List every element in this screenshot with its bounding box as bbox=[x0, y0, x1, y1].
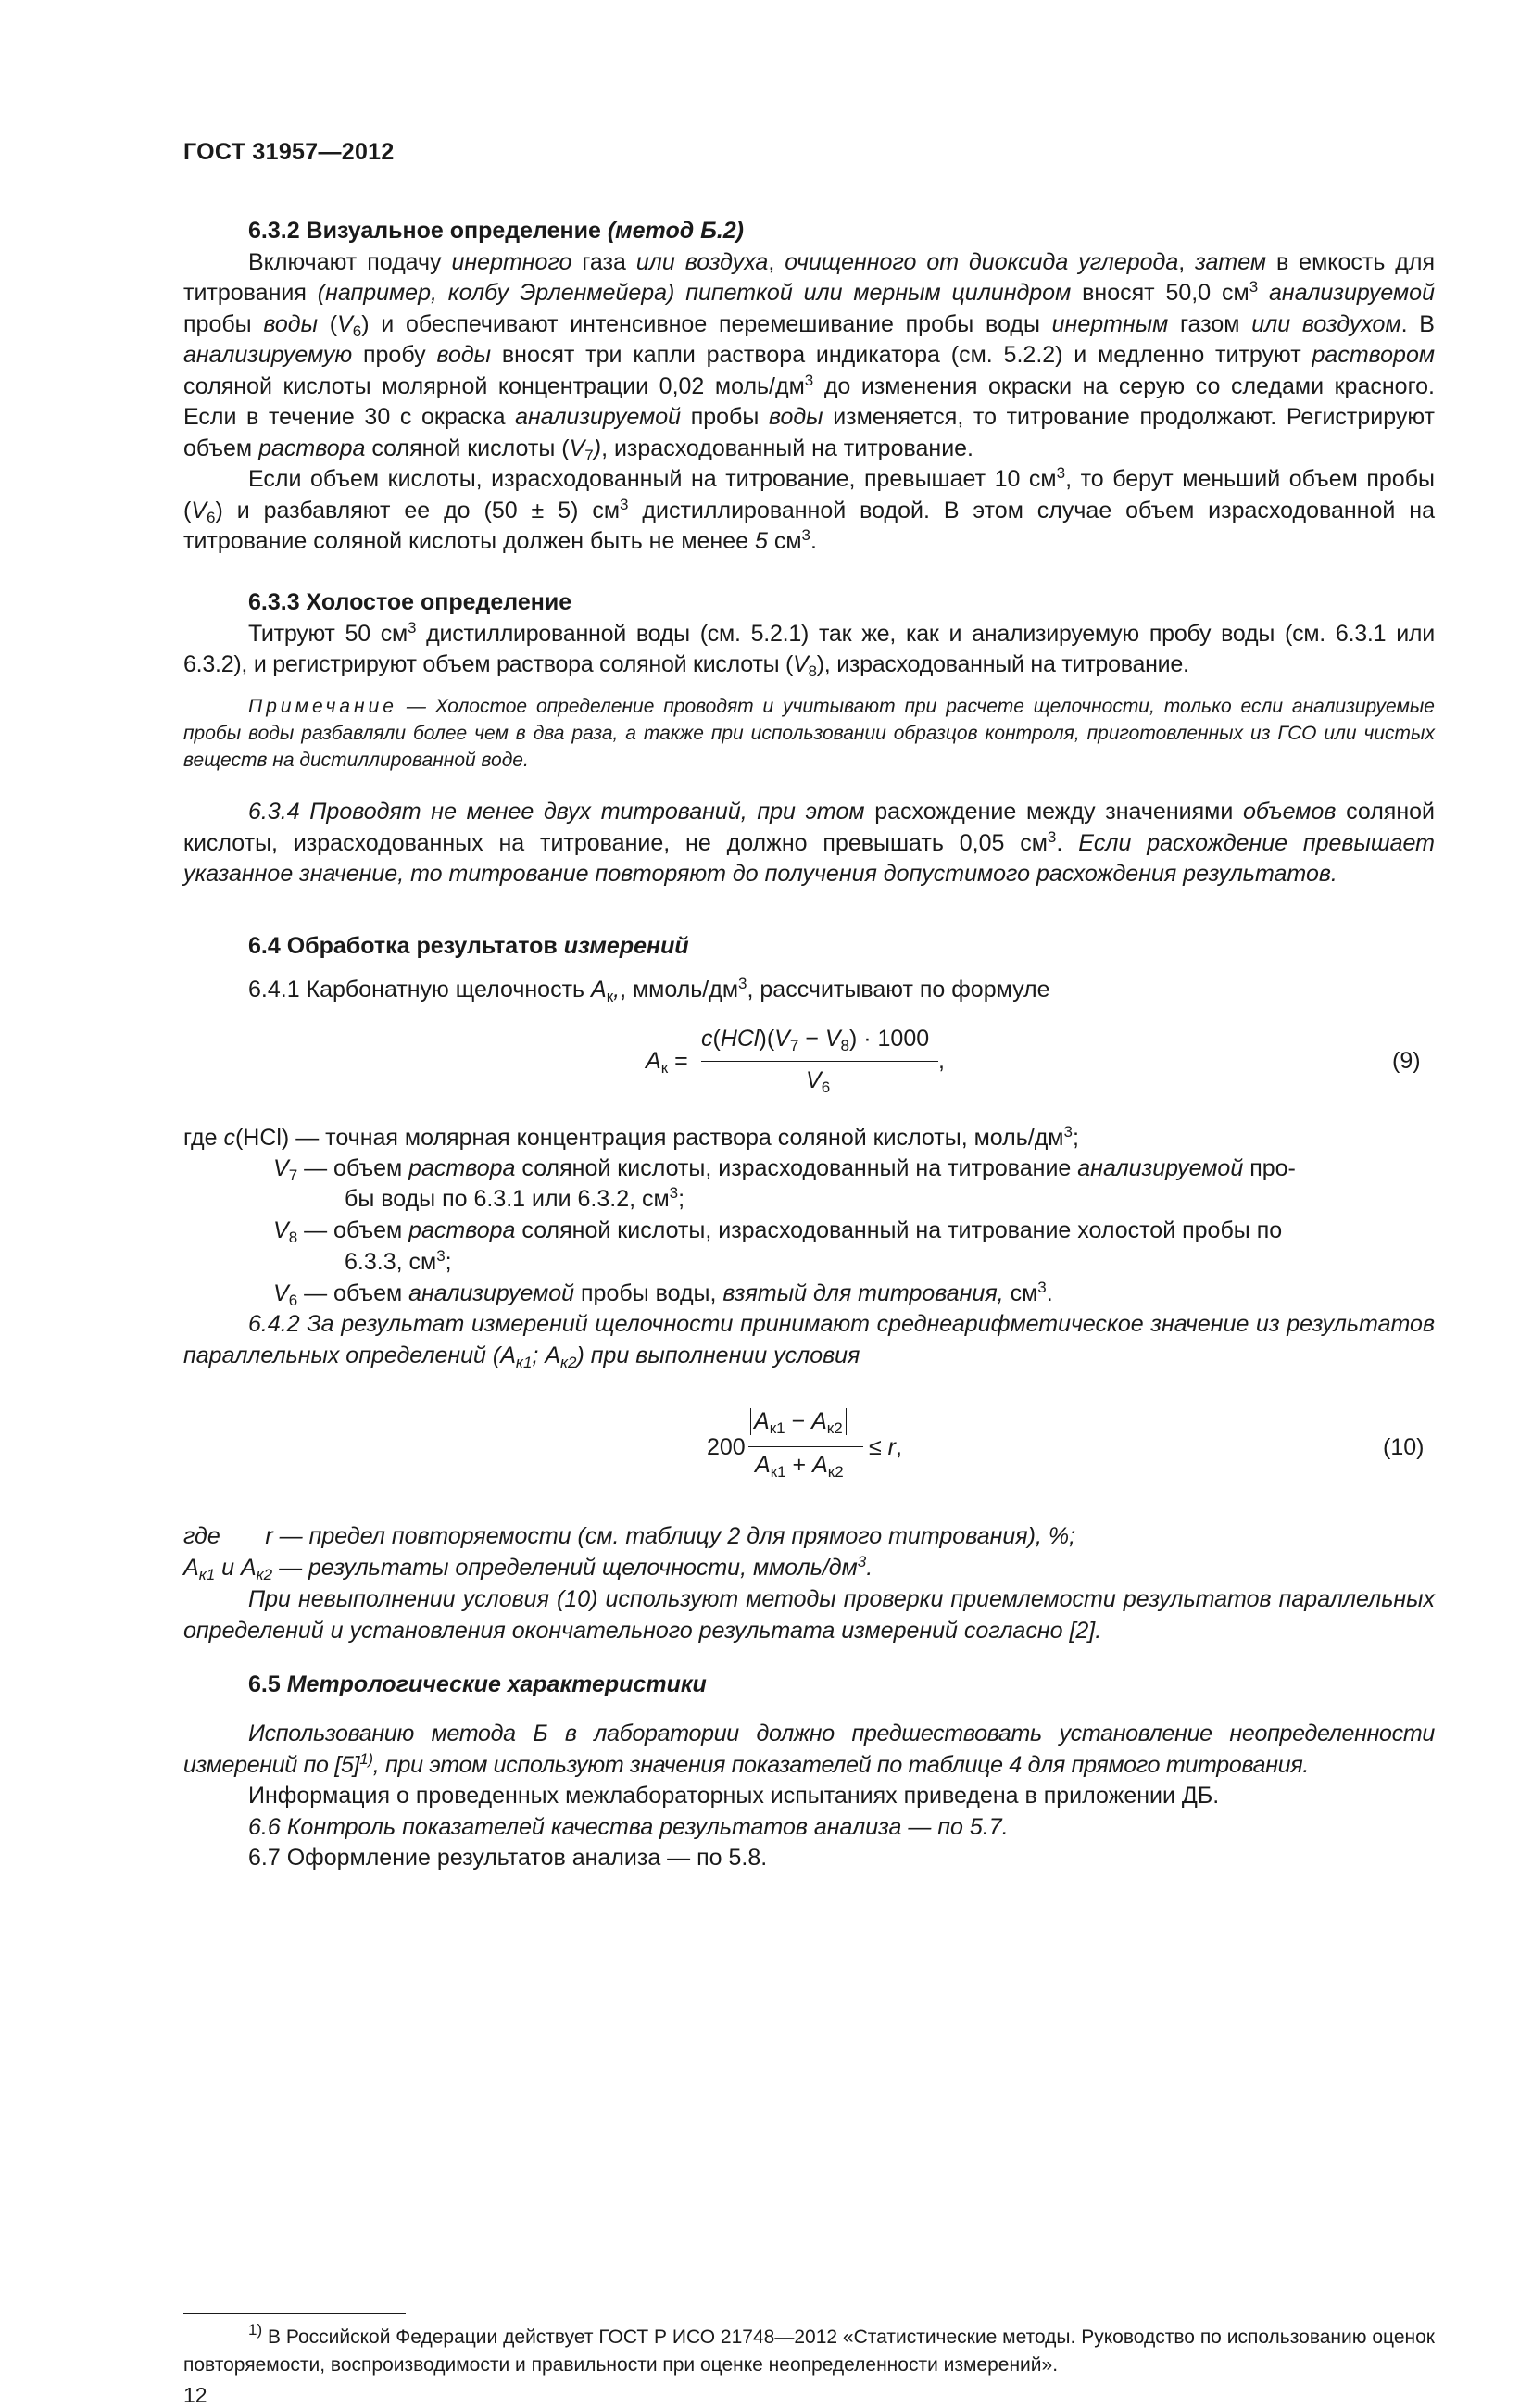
section-6-3-2-dilution: Если объем кислоты, израсходованный на титрование, превышает 10 $см^3$, то берут меньший объем пробы $(V_6)$ и разбавляют ее до (50 ± 5) $см^3$ дистиллированной водой. В этом случае объем израсходованной на титрование соляной кислоты должен быть не менее 5 $см^3$. bbox=[183, 464, 1435, 554]
section-6-5-p1: Использованию метода Б в лаборатории должно предшествовать установление неопределенности измерений по $[5]^{1)}$, при этом используют значения показателей по таблице 4 для прямого титрования. bbox=[183, 1721, 1435, 1778]
footnote-mark: 1) bbox=[248, 2321, 263, 2339]
section-6-5 bbox=[183, 1719, 1435, 1874]
note-label: Примечание bbox=[248, 696, 397, 717]
page-number: 12 bbox=[183, 2383, 207, 2407]
where-v8: $V_8$ — объем раствора соляной кислоты, израсходованный на титрование холостой пробы по bbox=[273, 1217, 1283, 1246]
section-6-4-title: 6.4 Обработка результатов измерений bbox=[248, 933, 689, 959]
section-6-3-3-title: 6.3.3 Холостое определение bbox=[248, 589, 572, 615]
where-v7: $V_7$ — объем раствора соляной кислоты, израсходованный на титрование анализируемой про- bbox=[273, 1155, 1296, 1184]
note-text: Примечание — Холостое определение проводят и учитывают при расчете щелочности, только если анализируемые пробы воды разбавляли более чем в два раза, а также при использовании образцов контроля, приготовленных из ГСО или чистых веществ на дистиллированной воде. bbox=[183, 696, 1435, 771]
section-6-7: 6.7 Оформление результатов анализа — по 5.8. bbox=[248, 1845, 768, 1871]
section-6-6: 6.6 Контроль показателей качества результатов анализа — по 5.7. bbox=[248, 1813, 1009, 1840]
section-6-3-2-paragraph: Включают подачу инертного газа или воздуха, очищенного от диоксида углерода, затем в емкость для титрования (например, колбу Эрленмейера) пипеткой или мерным цилиндром вносят 50,0 $см^3$ анализируемой пробы воды $(V_6)$ и обеспечивают интенсивное перемешивание пробы воды инертным газом или воздухом. В анализируемую пробу воды вносят три капли раствора индикатора (см. 5.2.2) и медленно титруют раствором соляной кислоты молярной концентрации 0,02 моль/$дм^3$ до изменения окраски на серую со следами красного. Если в течение 30 с окраска анализируемой пробы воды изменяется, то титрование продолжают. Регистрируют объем раствора соляной кислоты $(V_7)$, израсходованный на титрование. bbox=[183, 248, 1435, 464]
section-6-3-3-paragraph: Титруют 50 $см^3$ дистиллированной воды (см. 5.2.1) так же, как и анализируемую пробу воды (см. 6.3.1 или 6.3.2), и регистрируют объем раствора соляной кислоты $(V_8)$, израсходованный на титрование. bbox=[183, 618, 1435, 680]
section-6-3-2 bbox=[183, 216, 1435, 558]
section-6-5-p2: Информация о проведенных межлабораторных испытаниях приведена в приложении ДБ. bbox=[248, 1783, 1220, 1809]
where-v8-cont: 6.3.3, $см^3$; bbox=[345, 1247, 452, 1275]
section-6-3-2-title: 6.3.2 Визуальное определение (метод Б.2) bbox=[248, 218, 744, 244]
note-block bbox=[183, 693, 1435, 774]
section-6-3-4 bbox=[183, 797, 1435, 890]
section-6-3-4-paragraph: 6.3.4 Проводят не менее двух титрований, при этом расхождение между значениями объемов соляной кислоты, израсходованных на титрование, не должно превышать 0,05 $см^3$. Если расхождение превышает указанное значение, то титрование повторяют до получения допустимого расхождения результатов. bbox=[183, 799, 1436, 887]
equation-number-10: (10) bbox=[1383, 1434, 1425, 1460]
section-6-4-2-fail: При невыполнении условия (10) используют методы проверки приемлемости результатов параллельных определений и установления окончательного результата измерений согласно [2]. bbox=[183, 1586, 1435, 1644]
footnote-rule bbox=[183, 2313, 406, 2314]
section-6-4-2: 6.4.2 За результат измерений щелочности принимают среднеарифметическое значение из результатов параллельных определений ($A_{к1}$; $A_{к2}$) при выполнении условия bbox=[183, 1311, 1435, 1371]
where-v7-cont: бы воды по 6.3.1 или 6.3.2, $см^3$; bbox=[345, 1184, 685, 1212]
where-v6: $V_6$ — объем анализируемой пробы воды, взятый для титрования, $см^3$. bbox=[273, 1279, 1053, 1309]
section-6-5-title: 6.5 Метрологические характеристики bbox=[248, 1671, 707, 1697]
section-6-3-3 bbox=[183, 587, 1435, 681]
footnote: $^{1)}$ В Российской Федерации действует ГОСТ Р ИСО 21748—2012 «Статистические методы. Руководство по использованию оценок повторяемости, воспроизводимости и правильности при оценке неопределенности измерений». bbox=[183, 2321, 1435, 2376]
document-header: ГОСТ 31957—2012 bbox=[183, 139, 395, 165]
equation-number-9: (9) bbox=[1392, 1048, 1421, 1074]
where-r: где r — предел повторяемости (см. таблицу 2 для прямого титрования), %; bbox=[183, 1523, 1076, 1549]
where-ak: $A_{к1}$ и $A_{к2}$ — результаты определений щелочности, ммоль/$дм^3$. bbox=[183, 1553, 873, 1583]
where-chcl: где c(HCl) — точная молярная концентрация раствора соляной кислоты, моль/$дм^3$; bbox=[183, 1123, 1079, 1151]
document-page: ГОСТ 31957—2012 6.3.2 Визуальное определение (метод Б.2) Включают подачу инертного газа или воздуха, очищенного от диоксида углерода, затем в емкость для титрования (например, колбу Эрленмейера) пипеткой или мерным цилиндром вносят 50,0 $см^3$ анализируемой пробы воды $(V_6)$ и обеспечивают интенсивное перемешивание пробы воды инертным газом или воздухом. В анализируемую пробу воды вносят три капли раствора индикатора (см. 5.2.2) и медленно титруют раствором соляной кислоты молярной концентрации 0,02 моль/$дм^3$ до изменения окраски на серую со следами красного. Если в течение 30 с окраска анализируемой пробы воды изменяется, то титрование продолжают. Регистрируют объем раствора соляной кислоты $(V_7)$, израсходованный на титрование. Если объем кислоты, израсходованный на титрование, превышает 10 $см^3$, то берут меньший объем пробы $(V_6)$ и разбавляют ее до (50 ± 5) $см^3$ дистиллированной водой. В этом случае объем израсходованной на титрование соляной кислоты должен быть не менее 5 $см^3$. 6.3.3 Холостое определение Титруют 50 $см^3$ дистиллированной воды (см. 5.2.1) так же, как и анализируемую пробу воды (см. 6.3.1 или 6.3.2), и регистрируют объем раствора соляной кислоты $(V_8)$, израсходованный на титрование. Примечание — Холостое определение проводят и учитывают при расчете щелочности, только если анализируемые пробы воды разбавляли более чем в два раза, а также при использовании образцов контроля, приготовленных из ГСО или чистых веществ на дистиллированной воде. 6.3.4 Проводят не менее двух титрований, при этом расхождение между значениями объемов соляной кислоты, израсходованных на титрование, не должно превышать 0,05 $см^3$. Если расхождение превышает указанное значение, то титрование повторяют до получения допустимого расхождения результатов. 6.4 Обработка результатов измерений 6.4.1 Карбонатную щелочность $A_к$,, ммоль/$дм^3$, рассчитывают по формуле $A_к$ = $c(HCl)(V_7 - V_8) \cdot 1000$ $V_6$ , (9) где c(HCl) — точная молярная концентрация раствора соляной кислоты, моль/$дм^3$; $V_7$ — объем раствора соляной кислоты, израсходованный на титрование анализируемой про- бы воды по 6.3.1 или 6.3.2, $см^3$; $V_8$ — объем раствора соляной кислоты, израсходованный на титрование холостой пробы по 6.3.3, $см^3$; $V_6$ — объем анализируемой пробы воды, взятый для титрования, $см^3$. 6.4.2 За результат измерений щелочности принимают среднеарифметическое значение из результатов параллельных определений ($A_{к1}$; $A_{к2}$) при выполнении условия 200 $A_{к1} - A_{к2}$ $A_{к1} + A_{к2}$ ≤ r, (10) где r — предел повторяемости (см. таблицу 2 для прямого титрования), %; $A_{к1}$ и $A_{к2}$ — результаты определений щелочности, ммоль/$дм^3$. При невыполнении условия (10) используют методы проверки приемлемости результатов параллельных определений и установления окончательного результата измерений согласно [2]. 6.5 Метрологические характеристики Использованию метода Б в лаборатории должно предшествовать установление неопределенности измерений по $[5]^{1)}$, при этом используют значения показателей по таблице 4 для прямого титрования. Информация о проведенных межлабораторных испытаниях приведена в приложении ДБ. 6.6 Контроль показателей качества результатов анализа — по 5.7. 6.7 Оформление результатов анализа — по 5.8. $^{1)}$ В Российской Федерации действует ГОСТ Р ИСО 21748—2012 «Статистические методы. Руководство по использованию оценок повторяемости, воспроизводимости и правильности при оценке неопределенности измерений». 12 bbox=[183, 139, 1436, 2407]
section-6-4-1: 6.4.1 Карбонатную щелочность $A_к$,, ммоль/$дм^3$, рассчитывают по формуле bbox=[248, 975, 1050, 1005]
